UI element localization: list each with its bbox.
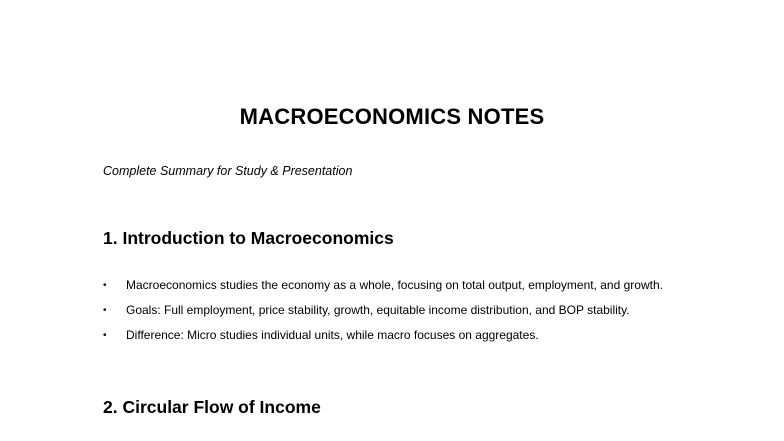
introduction-bullet-list [103, 277, 693, 352]
bullet-text: Macroeconomics studies the economy as a whole, focusing on total output, employment, and growth. [126, 278, 663, 292]
bullet-text: Difference: Micro studies individual units, while macro focuses on aggregates. [126, 328, 539, 342]
section-heading-introduction: 1. Introduction to Macroeconomics [103, 228, 394, 248]
bullet-icon: • [103, 305, 107, 316]
section-heading-circular-flow: 2. Circular Flow of Income [103, 397, 321, 417]
bullet-text: Goals: Full employment, price stability, growth, equitable income distribution, and BOP stability. [126, 303, 630, 317]
list-item [103, 277, 693, 293]
bullet-icon: • [103, 280, 107, 291]
list-item [103, 302, 693, 318]
bullet-icon: • [103, 330, 107, 341]
document-subtitle: Complete Summary for Study & Presentation [103, 164, 353, 178]
list-item [103, 327, 693, 343]
document-title: MACROECONOMICS NOTES [239, 104, 545, 129]
